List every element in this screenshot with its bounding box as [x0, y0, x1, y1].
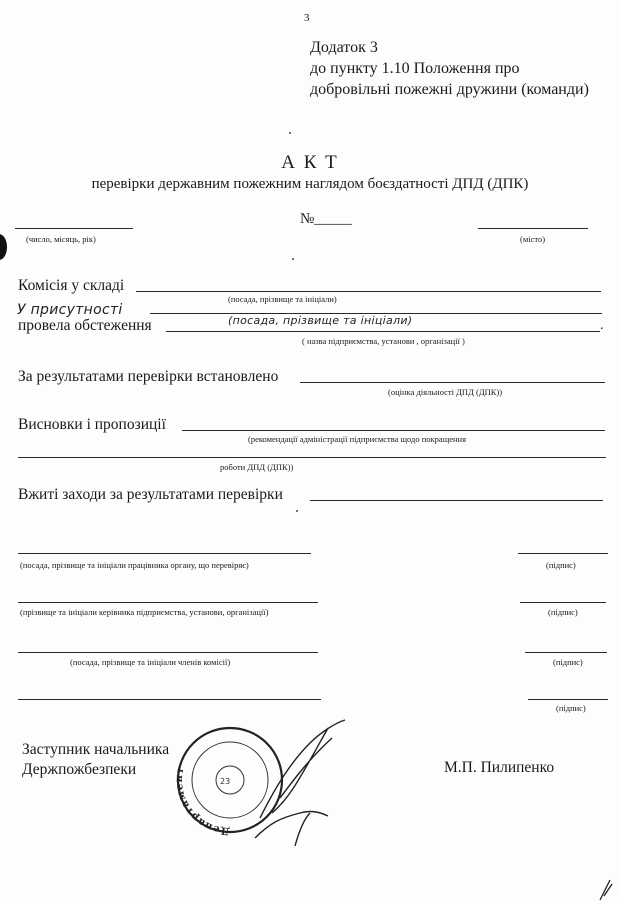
presence-handwritten: У присутності — [17, 302, 123, 318]
conclusions-caption-2: роботи ДПД (ДПК)) — [220, 462, 294, 472]
footer-position-1: Заступник начальника — [22, 741, 170, 758]
results-label: За результатами перевірки встановлено — [18, 368, 279, 385]
svg-text:23: 23 — [220, 777, 231, 786]
sign-line-4 — [528, 699, 608, 700]
signature-line-2 — [18, 602, 318, 603]
footer-name: М.П. Пилипенко — [444, 759, 555, 776]
place-line — [478, 228, 588, 229]
document-subtitle: перевірки державним пожежним наглядом боєздатності ДПД (ДПК) — [91, 176, 529, 192]
official-stamp — [160, 718, 360, 858]
annex-line-2: до пункту 1.10 Положення про — [310, 60, 520, 77]
signature-line-1 — [18, 553, 311, 554]
presence-handwritten-caption: (посада, прізвище та ініціали) — [228, 314, 413, 327]
signature-caption-1: (посада, прізвище та ініціали працівника органу, що перевіряє) — [20, 560, 249, 570]
signature-caption-2: (прізвище та ініціали керівника підприємства, установи, організації) — [20, 607, 269, 617]
sign-line-3 — [525, 652, 607, 653]
conclusions-label: Висновки і пропозиції — [18, 416, 166, 433]
sign-line-2 — [520, 602, 606, 603]
signature-caption-3: (посада, прізвище та ініціали членів комісії) — [70, 657, 231, 667]
date-line — [15, 228, 133, 229]
sign-line-1 — [518, 553, 608, 554]
page-number: 3 — [304, 12, 310, 24]
binder-hole — [0, 234, 7, 260]
sign-caption-1: (підпис) — [546, 560, 576, 570]
measures-label: Вжиті заходи за результатами перевірки — [18, 486, 283, 503]
annex-line-1: Додаток 3 — [310, 39, 378, 56]
margin-mark — [596, 876, 616, 902]
signature-line-4 — [18, 699, 321, 700]
sign-caption-3: (підпис) — [553, 657, 583, 667]
number-label: №_____ — [300, 211, 352, 227]
results-caption: (оцінка діяльності ДПД (ДПК)) — [388, 387, 503, 397]
inspection-caption: ( назва підприємства, установи , організації ) — [302, 336, 465, 346]
conclusions-line — [182, 430, 605, 431]
inspection-label: провела обстеження — [18, 317, 152, 334]
sign-caption-4: (підпис) — [556, 703, 586, 713]
place-caption: (місто) — [520, 234, 546, 244]
annex-line-3: добровільні пожежні дружини (команди) — [310, 81, 589, 98]
sign-caption-2: (підпис) — [548, 607, 578, 617]
svg-text:Департамент: Департамент — [173, 765, 231, 837]
commission-label: Комісія у складі — [18, 277, 125, 294]
commission-line — [136, 291, 601, 292]
date-caption: (число, місяць, рік) — [26, 234, 96, 244]
commission-caption: (посада, прізвище та ініціали) — [228, 294, 337, 304]
footer-position-2: Держпожбезпеки — [22, 761, 137, 778]
conclusions-caption: (рекомендації адміністрації підприємства щодо покращення — [248, 434, 467, 444]
inspection-line — [166, 331, 600, 332]
signature-line-3 — [18, 652, 318, 653]
conclusions-line-2 — [18, 457, 606, 458]
annex-block — [310, 37, 589, 100]
document-title: А К Т — [281, 152, 339, 173]
measures-line — [310, 500, 603, 501]
results-line — [300, 382, 605, 383]
